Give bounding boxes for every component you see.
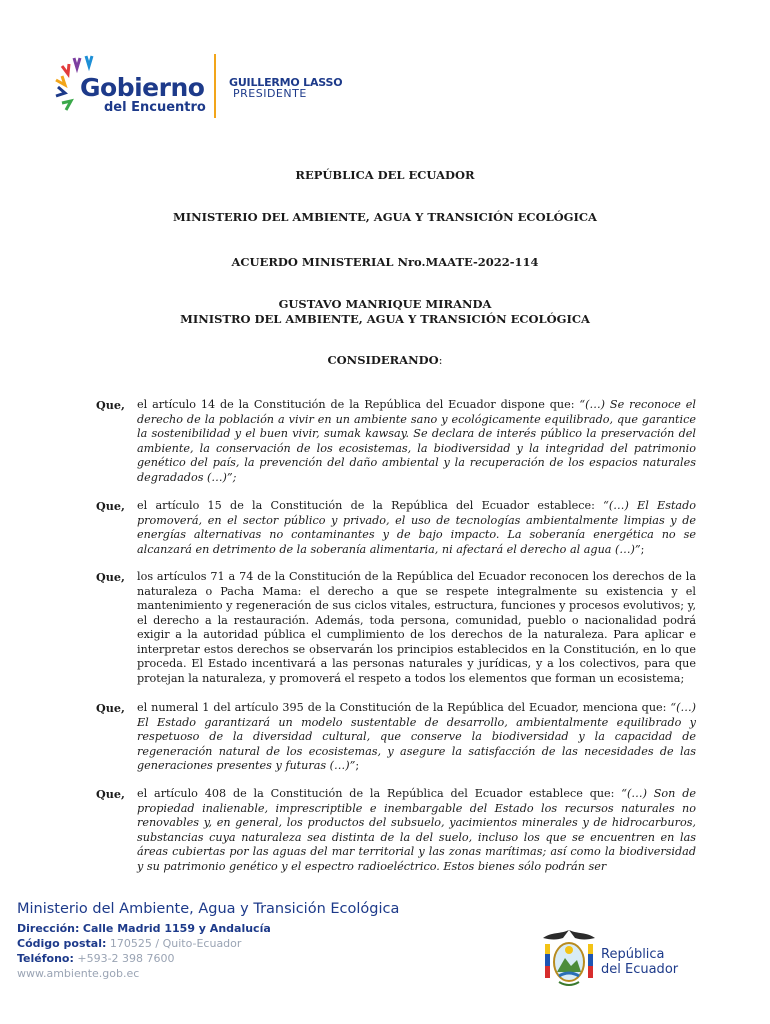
paragraph-art-15: Que, el artículo 15 de la Constitución de la República del Ecuador establece: “(…) El Estado promoverá, en el sector público y privado, el uso de tecnologías ambientalmente limpias y de energías alternativas no contaminantes y de bajo impacto. La soberanía energética no se alcanzará en detrimento de la soberanía alimentaria, ni afectará el derecho al agua (…)”; (96, 499, 697, 556)
heading-agreement: ACUERDO MINISTERIAL Nro.MAATE-2022-114 (231, 255, 539, 269)
footer-postal: Código postal: 170525 / Quito-Ecuador (17, 937, 242, 950)
heading-republic: REPÚBLICA DEL ECUADOR (295, 168, 475, 182)
paragraph-art-395: Que, el numeral 1 del artículo 395 de la Constitución de la República del Ecuador, menciona que: “(…) El Estado garantizará un modelo sustentable de desarrollo, ambientalmente equilibrado y respetuoso de la diversidad cultural, que conserve la biodiversidad y la capacidad de regeneración natural de los ecosistemas, y asegure la satisfacción de las necesidades de las generaciones presentes y futuras (…)”; (96, 701, 696, 772)
footer-del-ecuador: del Ecuador (601, 962, 679, 977)
footer-phone: Teléfono: +593-2 398 7600 (17, 952, 175, 965)
heading-ministry: MINISTERIO DEL AMBIENTE, AGUA Y TRANSICIÓN ECOLÓGICA (173, 210, 597, 224)
footer-ministry-name: Ministerio del Ambiente, Agua y Transición Ecológica (17, 901, 400, 917)
heading-minister-title: MINISTRO DEL AMBIENTE, AGUA Y TRANSICIÓN ECOLÓGICA (180, 312, 590, 326)
paragraph-lead: Que, (96, 499, 125, 513)
logo-del-encuentro: del Encuentro (104, 100, 206, 115)
paragraph-lead: Que, (96, 787, 125, 801)
president-name: GUILLERMO LASSO (229, 76, 343, 89)
heading-considerando: CONSIDERANDO: (327, 353, 443, 367)
footer-republica: República (601, 947, 665, 962)
paragraph-lead: Que, (96, 570, 125, 584)
paragraph-art-408: Que, el artículo 408 de la Constitución de la República del Ecuador establece que: “(…) Son de propiedad inalienable, imprescriptible e inembargable del Estado los recursos naturales no renovables y, en general, los productos del subsuelo, yacimientos minerales y de hidrocarburos, substancias cuya naturaleza sea distinta de la del suelo, incluso los que se encuentren en las áreas cubiertas por las aguas del mar territorial y las zonas marítimas; así como la biodiversidad y su patrimonio genético y el espectro radioeléctrico. Estos bienes sólo podrán ser (96, 787, 696, 873)
paragraph-lead: Que, (96, 701, 125, 715)
logo-gobierno: Gobierno (80, 73, 205, 102)
president-title: PRESIDENTE (233, 87, 307, 100)
footer-website-link[interactable]: www.ambiente.gob.ec (17, 967, 140, 980)
logo-divider (214, 54, 216, 118)
paragraph-lead: Que, (96, 398, 125, 412)
paragraph-art-71-74: Que, los artículos 71 a 74 de la Constitución de la República del Ecuador reconocen los derechos de la naturaleza o Pacha Mama: el derecho a que se respete integralmente su existencia y el mantenimiento y regeneración de sus ciclos vitales, estructura, funciones y procesos evolutivos; y, el derecho a la restauración. Además, toda persona, comunidad, pueblo o nacionalidad podrá exigir a la autoridad pública el cumplimiento de los derechos de la naturaleza. Para aplicar e interpretar estos derechos se observarán los principios establecidos en la Constitución, en lo que proceda. El Estado incentivará a las personas naturales y jurídicas, y a los colectivos, para que protejan la naturaleza, y promoverá el respeto a todos los elementos que forman un ecosistema; (96, 570, 697, 685)
heading-minister-name: GUSTAVO MANRIQUE MIRANDA (278, 297, 492, 311)
paragraph-art-14: Que, el artículo 14 de la Constitución de la República del Ecuador dispone que: “(…) Se reconoce el derecho de la población a vivir en un ambiente sano y ecológicamente equilibrado, que garantice la sostenibilidad y el buen vivir, sumak kawsay. Se declara de interés público la preservación del ambiente, la conservación de los ecosistemas, la biodiversidad y la integridad del patrimonio genético del país, la prevención del daño ambiental y la recuperación de los espacios naturales degradados (…)”; (96, 398, 696, 484)
footer-address: Dirección: Calle Madrid 1159 y Andalucía (17, 922, 271, 935)
ecuador-coat-of-arms-icon (541, 928, 597, 990)
